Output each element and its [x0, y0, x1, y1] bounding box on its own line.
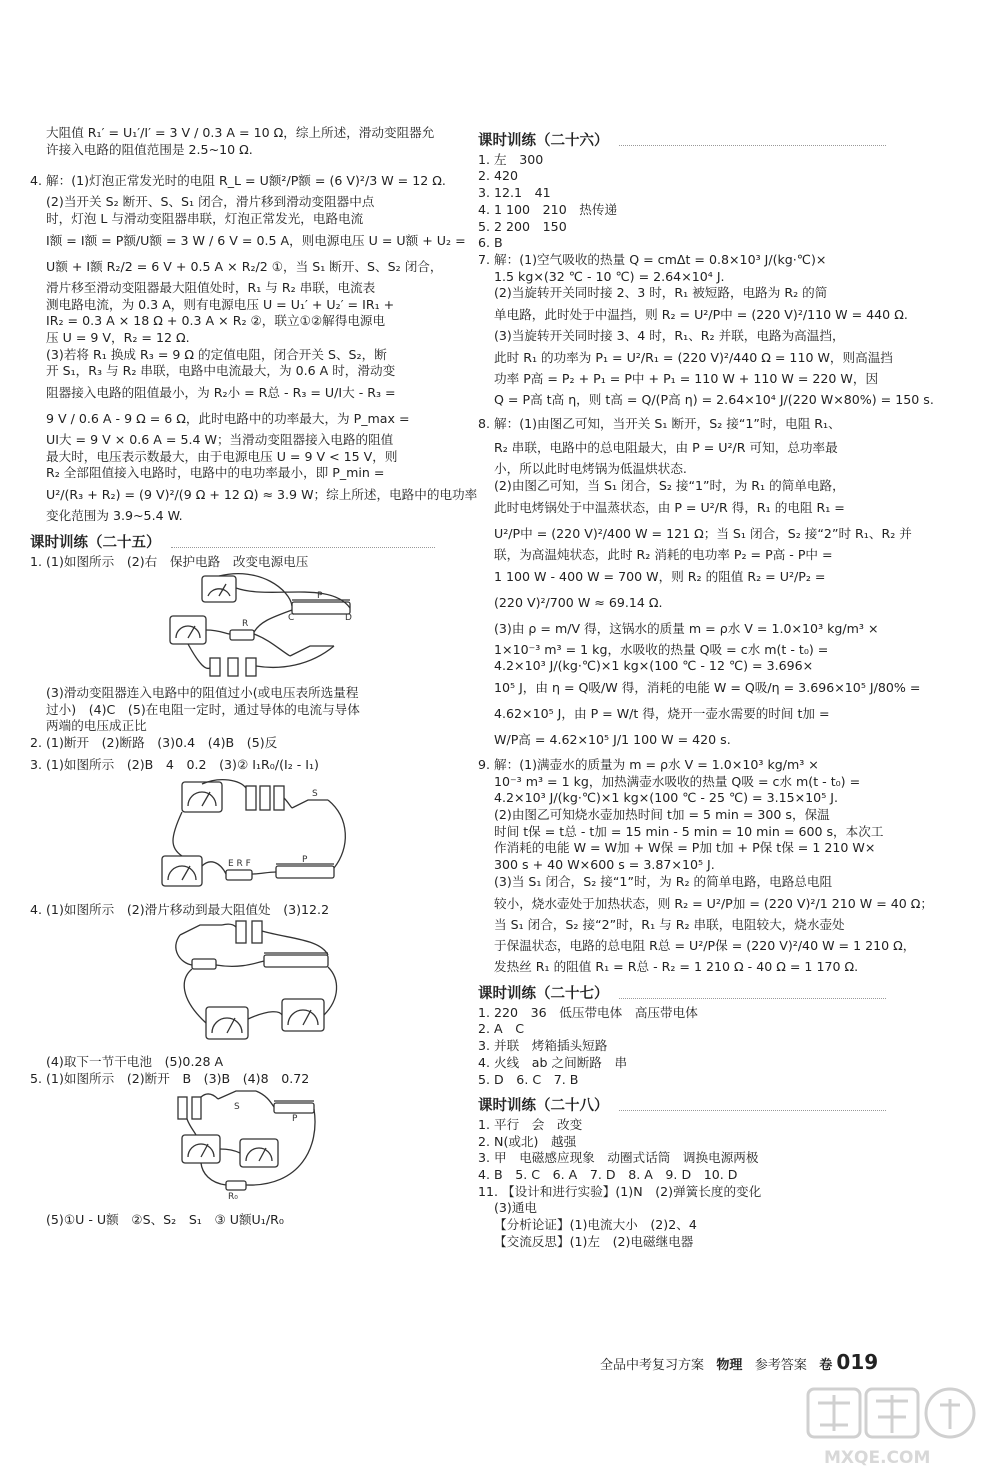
question-4b: 4. (1)如图所示 (2)滑片移动到最大阻值处 (3)12.2 — [30, 902, 330, 918]
page-footer — [600, 1350, 900, 1374]
section-title-25 — [30, 535, 435, 552]
text-line: 10⁻³ m³ = 1 kg，加热满壶水吸收的热量 Q吸 = c水 m(t - t₀) = — [494, 773, 861, 789]
text-line: 过小) (4)C (5)在电阻一定时，通过导体的电流与导体 — [46, 701, 360, 717]
answer-line: 【分析论证】(1)电流大小 (2)2、4 — [494, 1217, 697, 1233]
text-line: 10⁵ J，由 η = Q吸/W 得，消耗的电能 W = Q吸/η = 3.696×10⁵ J/80% = — [494, 679, 921, 695]
svg-text:S: S — [234, 1102, 240, 1113]
text-line: 4.2×10³ J/(kg·℃)×1 kg×(100 ℃ - 25 ℃) = 3.15×10⁵ J. — [494, 790, 838, 806]
left-column — [30, 125, 478, 1233]
text-line: 开 S₁，R₃ 与 R₂ 串联，电路中电流最大，为 0.6 A 时，滑动变 — [46, 363, 396, 379]
text-line: 大阻值 R₁′ = U₁′/I′ = 3 V / 0.3 A = 10 Ω，综上所述，滑动变阻器允 — [46, 125, 435, 140]
intro-block — [30, 125, 435, 158]
text-line: 联，为高温炖状态，此时 R₂ 消耗的电功率 P₂ = P高 - P中 = — [494, 546, 833, 562]
question-8 — [478, 413, 921, 753]
text-line: I额 = I额 = P额/U额 = 3 W / 6 V = 0.5 A，则电源电压 U = U额 + U₂ = — [46, 232, 466, 248]
question-4 — [30, 168, 478, 524]
svg-text:S: S — [312, 788, 318, 799]
text-line: (220 V)²/700 W ≈ 69.14 Ω. — [494, 594, 663, 610]
section-title-26 — [478, 133, 886, 150]
text-line: 1 100 W - 400 W = 700 W，则 R₂ 的阻值 R₂ = U²/P₂ = — [494, 568, 826, 584]
dotted-rule — [619, 1102, 887, 1111]
circuit-figure-4 — [30, 919, 435, 1049]
answer-line: 5. D 6. C 7. B — [478, 1071, 579, 1087]
section-title-28 — [478, 1098, 886, 1115]
text-line: (5)①U - U额 ②S、S₂ S₁ ③ U额U₁/R₀ — [46, 1211, 284, 1227]
footer-volume: 卷 — [819, 1358, 833, 1373]
right-column — [478, 125, 934, 1251]
text-line: 功率 P高 = P₂ + P₁ = P中 + P₁ = 110 W + 110 W = 220 W，因 — [494, 370, 879, 386]
text-line: 9 V / 0.6 A - 9 Ω = 6 Ω，此时电路中的功率最大，为 P_max = — [46, 411, 410, 427]
text-line: 较小，烧水壶处于加热状态，则 R₂ = U²/P加 = (220 V)²/1 210 W = 40 Ω； — [494, 895, 934, 911]
answer-line: 3. 并联 烤箱插头短路 — [478, 1038, 608, 1054]
circuit-figure-3 — [30, 778, 435, 898]
text-line: 滑片移至滑动变阻器最大阻值处时，R₁ 与 R₂ 串联，电流表 — [46, 279, 376, 295]
text-line: 此时电烤锅处于中温蒸状态，由 P = U²/R 得，R₁ 的电阻 R₁ = — [494, 499, 845, 515]
text-line: (2)当旋转开关同时接 2、3 时，R₁ 被短路，电路为 R₂ 的简 — [494, 285, 828, 301]
answer-line: 2. A C — [478, 1021, 525, 1037]
answer-line: 3. 甲 电磁感应现象 动圈式话筒 调换电源两极 — [478, 1150, 759, 1166]
watermark-logo — [790, 1385, 1000, 1471]
text-line: 压 U = 9 V，R₂ = 12 Ω. — [46, 329, 190, 345]
circuit-figure-1 — [30, 570, 435, 680]
text-line: 1.5 kg×(32 ℃ - 10 ℃) = 2.64×10⁴ J. — [494, 268, 725, 284]
text-line: W/P高 = 4.62×10⁵ J/1 100 W = 420 s. — [494, 731, 731, 747]
text-line: 两端的电压成正比 — [46, 718, 147, 734]
text-line: (3)滑动变阻器连入电路中的阻值过小(或电压表所选量程 — [46, 684, 359, 700]
section-title-text: 课时训练（二十七） — [478, 985, 609, 1002]
svg-text:E R F: E R F — [228, 858, 251, 869]
answer-line: 4. 火线 ab 之间断路 串 — [478, 1054, 628, 1070]
section-title-27 — [478, 986, 886, 1003]
answer-line: 2. 420 — [478, 168, 519, 184]
text-line: 发热丝 R₁ 的阻值 R₁ = R总 - R₂ = 1 210 Ω - 40 Ω = 1 170 Ω. — [494, 959, 859, 975]
footer-subject: 物理 — [716, 1358, 743, 1373]
text-line: (2)由图乙可知烧水壶加热时间 t加 = 5 min = 300 s，保温 — [494, 807, 830, 823]
svg-text:R₀: R₀ — [228, 1192, 238, 1203]
svg-text:R: R — [242, 619, 249, 630]
question-7 — [478, 251, 934, 414]
text-line: 8. 解：(1)由图乙可知，当开关 S₁ 断开，S₂ 接“1”时，电阻 R₁、 — [478, 416, 841, 432]
question-9 — [478, 756, 934, 976]
text-line: U²/(R₃ + R₂) = (9 V)²/(9 Ω + 12 Ω) ≈ 3.9 W；综上所述，电路中的电功率 — [46, 487, 478, 503]
section-title-text: 课时训练（二十六） — [478, 133, 609, 149]
text-line: 4. 解：(1)灯泡正常发光时的电阻 R_L = U额²/P额 = (6 V)²/3 W = 12 Ω. — [30, 173, 446, 189]
answer-line: 1. 左 300 — [478, 151, 544, 167]
text-line: IR₂ = 0.3 A × 18 Ω + 0.3 A × R₂ ②，联立①②解得电源电 — [46, 313, 386, 329]
text-line: (4)取下一节干电池 (5)0.28 A — [46, 1053, 224, 1069]
text-line: 测电路电流，为 0.3 A，则有电源电压 U = U₁′ + U₂′ = IR₁ + — [46, 296, 395, 312]
text-line: 变化范围为 3.9~5.4 W. — [46, 508, 183, 524]
dotted-rule — [619, 990, 887, 999]
answer-line: 4. B 5. C 6. A 7. D 8. A 9. D 10. D — [478, 1167, 738, 1183]
text-line: U²/P中 = (220 V)²/400 W = 121 Ω；当 S₁ 闭合，S₂ 接“2”时 R₁、R₂ 并 — [494, 525, 912, 541]
text-line: 当 S₁ 闭合，S₂ 接“2”时，R₁ 与 R₂ 串联，电阻较大，烧水壶处 — [494, 916, 845, 932]
svg-text:D: D — [345, 613, 352, 624]
question-1: 1. (1)如图所示 (2)右 保护电路 改变电源电压 — [30, 553, 309, 569]
answer-line: 【交流反思】(1)左 (2)电磁继电器 — [494, 1233, 694, 1249]
footer-book: 全品中考复习方案 — [600, 1358, 705, 1373]
text-line: R₂ 全部阻值接入电路时，电路中的电功率最小，即 P_min = — [46, 465, 385, 481]
text-line: 时，灯泡 L 与滑动变阻器串联，灯泡正常发光，电路电流 — [46, 211, 364, 227]
svg-text:C: C — [288, 613, 295, 624]
text-line: 作消耗的电能 W = W加 + W保 = P加 t加 + P保 t保 = 1 210 W× — [494, 840, 876, 856]
text-line: (2)当开关 S₂ 断开、S、S₁ 闭合，滑片移到滑动变阻器中点 — [46, 194, 375, 210]
text-line: 4.62×10⁵ J，由 P = W/t 得，烧开一壶水需要的时间 t加 = — [494, 705, 830, 721]
answer-line: 2. N(或北) 越强 — [478, 1133, 577, 1149]
footer-answers: 参考答案 — [754, 1358, 807, 1373]
text-line: 最大时，电压表示数最大，由于电源电压 U = 9 V < 15 V，则 — [46, 448, 398, 464]
svg-text:MXQE.COM: MXQE.COM — [824, 1448, 931, 1468]
text-line: 小，所以此时电烤锅为低温烘状态. — [494, 461, 687, 477]
svg-text:P: P — [317, 591, 323, 602]
section-title-text: 课时训练（二十五） — [30, 534, 161, 551]
page-number: 019 — [836, 1350, 879, 1374]
answer-line: 5. 2 200 150 — [478, 218, 567, 234]
question-2: 2. (1)断开 (2)断路 (3)0.4 (4)B (5)反 — [30, 735, 278, 751]
circuit-figure-5 — [30, 1087, 435, 1202]
text-line: 4.2×10³ J/(kg·℃)×1 kg×(100 ℃ - 12 ℃) = 3.696× — [494, 658, 814, 674]
text-line: 许接入电路的阻值范围是 2.5~10 Ω. — [46, 141, 253, 157]
text-line: (3)由 ρ = m/V 得，这锅水的质量 m = ρ水 V = 1.0×10³ kg/m³ × — [494, 620, 879, 636]
answer-line: 3. 12.1 41 — [478, 185, 551, 201]
text-line: 单电路，此时处于中温挡，则 R₂ = U²/P中 = (220 V)²/110 W = 440 Ω. — [494, 307, 908, 323]
dotted-rule — [619, 137, 887, 146]
answer-line: 4. 1 100 210 热传递 — [478, 201, 618, 217]
text-line: UI大 = 9 V × 0.6 A = 5.4 W；当滑动变阻器接入电路的阻值 — [46, 432, 394, 448]
question-3: 3. (1)如图所示 (2)B 4 0.2 (3)② I₁R₀/(I₂ - I₁) — [30, 756, 319, 772]
text-line: R₂ 串联，电路中的总电阻最大，由 P = U²/R 可知，总功率最 — [494, 440, 838, 456]
answer-line: 1. 220 36 低压带电体 高压带电体 — [478, 1004, 698, 1020]
text-line: (3)当旋转开关同时接 3、4 时，R₁、R₂ 并联，电路为高温挡， — [494, 328, 845, 344]
text-line: 此时 R₁ 的功率为 P₁ = U²/R₁ = (220 V)²/440 Ω = 110 W，则高温挡 — [494, 349, 893, 365]
text-line: (2)由图乙可知，当 S₁ 闭合，S₂ 接“1”时，为 R₁ 的简单电路， — [494, 478, 845, 494]
answer-line: (3)通电 — [494, 1200, 538, 1216]
text-line: 于保温状态，电路的总电阻 R总 = U²/P保 = (220 V)²/40 W = 1 210 Ω， — [494, 938, 916, 954]
question-5: 5. (1)如图所示 (2)断开 B (3)B (4)8 0.72 — [30, 1070, 310, 1086]
answer-line: 6. B — [478, 235, 503, 251]
text-line: 1×10⁻³ m³ = 1 kg，水吸收的热量 Q吸 = c水 m(t - t₀) = — [494, 641, 829, 657]
text-line: (3)当 S₁ 闭合，S₂ 接“1”时，为 R₂ 的简单电路，电路总电阻 — [494, 873, 833, 889]
text-line: 300 s + 40 W×600 s = 3.87×10⁵ J. — [494, 857, 715, 873]
text-line: 9. 解：(1)满壶水的质量为 m = ρ水 V = 1.0×10³ kg/m³ × — [478, 756, 819, 772]
text-line: 时间 t保 = t总 - t加 = 15 min - 5 min = 10 min = 600 s，本次工 — [494, 823, 884, 839]
section-title-text: 课时训练（二十八） — [478, 1098, 609, 1115]
answer-line: 11. 【设计和进行实验】(1)N (2)弹簧长度的变化 — [478, 1183, 762, 1199]
text-line: 阻器接入电路的阻值最小，为 R₂小 = R总 - R₃ = U/I大 - R₃ = — [46, 385, 396, 401]
text-line: Q = P高 t高 η，则 t高 = Q/(P高 η) = 2.64×10⁴ J/(220 W×80%) = 150 s. — [494, 392, 934, 408]
svg-text:P: P — [302, 854, 308, 865]
text-line: U额 + I额 R₂/2 = 6 V + 0.5 A × R₂/2 ①，当 S₁ 断开、S、S₂ 闭合， — [46, 258, 443, 274]
answer-line: 1. 平行 会 改变 — [478, 1116, 583, 1132]
text-line: (3)若将 R₁ 换成 R₃ = 9 Ω 的定值电阻，闭合开关 S、S₂，断 — [46, 346, 387, 362]
text-line: 7. 解：(1)空气吸收的热量 Q = cmΔt = 0.8×10³ J/(kg·℃)× — [478, 251, 827, 267]
svg-text:P: P — [292, 1114, 298, 1125]
dotted-rule — [171, 539, 436, 548]
